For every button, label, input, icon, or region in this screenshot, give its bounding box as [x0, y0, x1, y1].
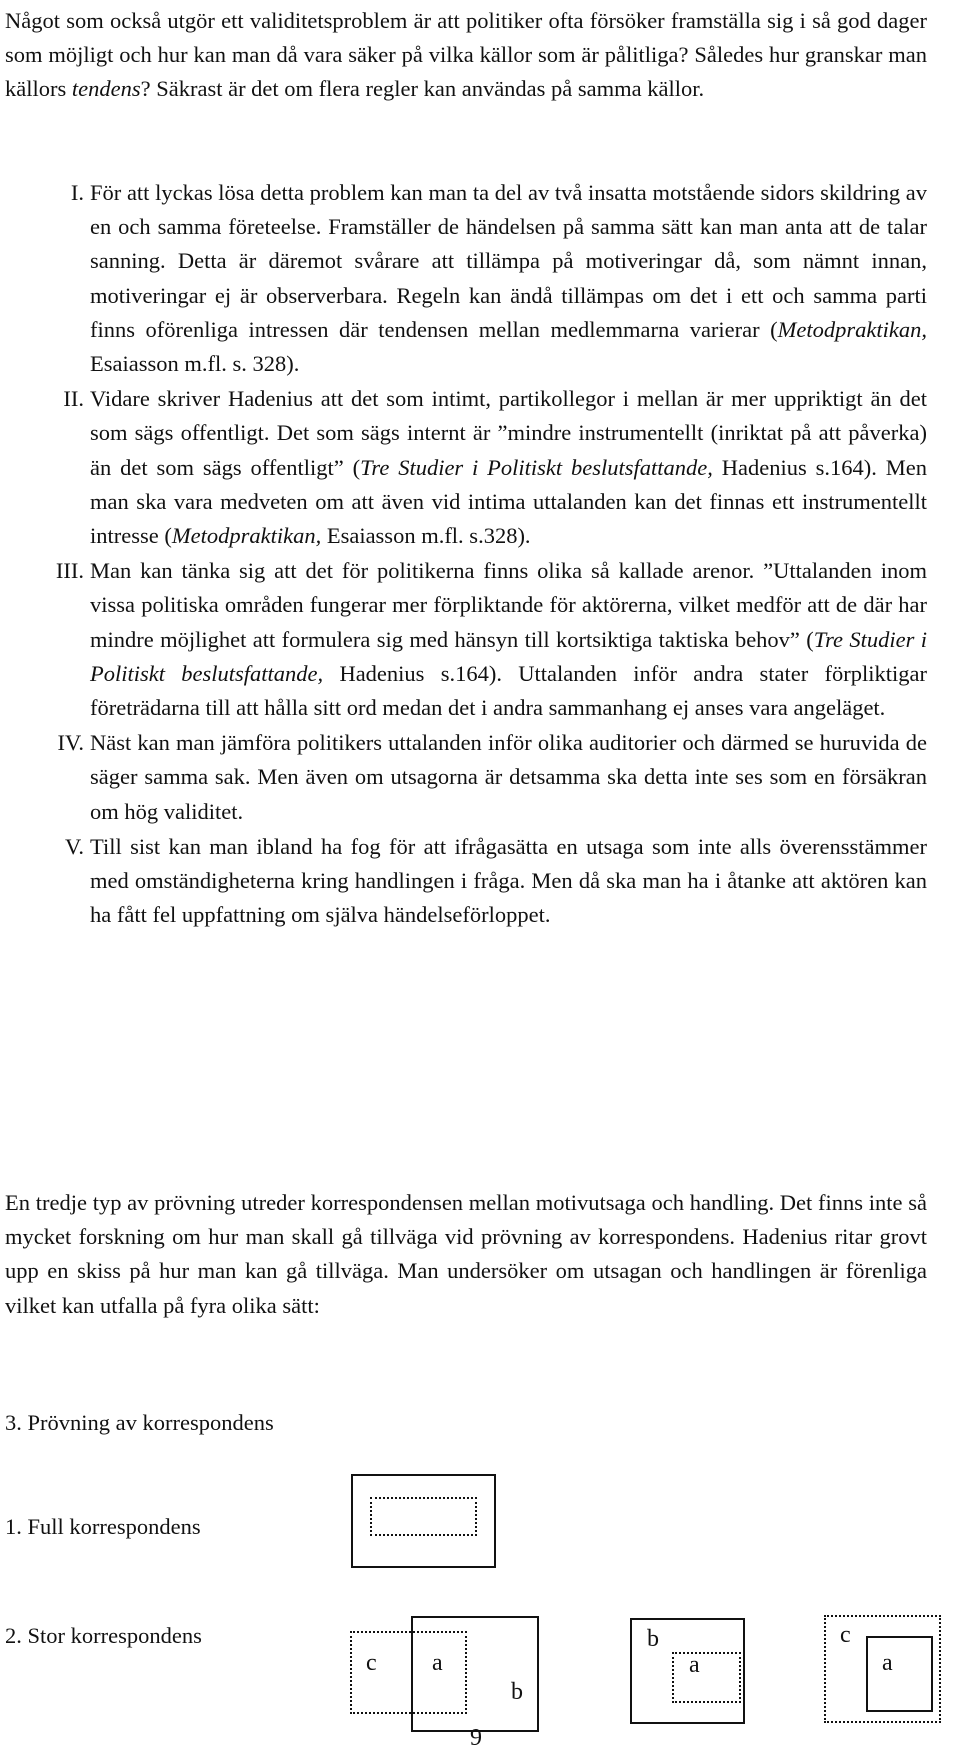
label-stor-korrespondens: 2. Stor korrespondens [5, 1623, 202, 1648]
intro-paragraph: Något som också utgör ett validitetsproblem är att politiker ofta försöker framställa sig i så god dager som möjligt och hur kan man då vara säker på vilka källor som är pålitliga? Således hur granskar man källors tendens? Säkrast är det om flera regler kan användas på samma källor. [5, 8, 927, 102]
list-item [0, 176, 960, 381]
list-item [0, 382, 960, 553]
rules-list [0, 176, 960, 932]
list-number: I. [70, 180, 84, 205]
diagram2-letter-a: a [689, 1652, 700, 1678]
list-item [0, 554, 960, 725]
list-text: Näst kan man jämföra politikers uttalanden inför olika auditorier och därmed se huruvida de säger samma sak. Men även om utsagorna är detsamma ska detta inte ses som en försäkran om hög validitet. [90, 730, 927, 824]
diagram3-letter-c: c [840, 1622, 851, 1648]
section-heading: 3. Prövning av korrespondens [5, 1410, 274, 1435]
diagram3-inner-box [866, 1636, 933, 1712]
list-text: För att lyckas lösa detta problem kan man ta del av två insatta motstående sidors skildring av en och samma företeelse. Framställer de händelsen på samma sätt kan man anta att de talar sanning. Detta är däremot svårare att tillämpa på motiveringar då, som nämnt innan, motiveringar ej är observerbara. Regeln kan ändå tillämpas om det i ett och samma parti finns oförenliga intressen där tendensen mellan medlemmarna varierar (Metodpraktikan, Esaiasson m.fl. s. 328). [90, 180, 927, 377]
label-full-korrespondens: 1. Full korrespondens [5, 1514, 201, 1539]
diagram1-letter-a: a [432, 1650, 443, 1676]
diagram1-letter-b: b [511, 1679, 523, 1705]
diagram2-inner-box [672, 1652, 741, 1703]
diagram2-letter-b: b [647, 1626, 659, 1652]
list-item [0, 726, 960, 829]
list-text: Vidare skriver Hadenius att det som intimt, partikollegor i mellan är mer uppriktigt än det som sägs offentligt. Det som sägs internt är ”mindre instrumentellt (inriktat på att påverka) än det som sägs offentligt” (Tre Studier i Politiskt beslutsfattande, Hadenius s.164). Men man ska vara medveten om att även vid intima uttalanden kan det finnas ett instrumentellt intresse (Metodpraktikan, Esaiasson m.fl. s.328). [90, 386, 927, 549]
list-number: III. [55, 558, 84, 584]
diagram1-solid-box [411, 1616, 539, 1732]
list-number: V. [65, 833, 84, 859]
full-correspondence-inner-box [370, 1497, 477, 1536]
diagram1-letter-c: c [366, 1650, 377, 1676]
list-number: IV. [57, 730, 84, 756]
page-number: 9 [470, 1725, 482, 1751]
list-text: Till sist kan man ibland ha fog för att ifrågasätta en utsaga som inte alls överensstämmer med omständigheterna kring handlingen i fråga. Men då ska man ha i åtanke att aktören kan ha fått fel uppfattning om själva händelseförloppet. [90, 833, 927, 928]
diagram3-letter-a: a [882, 1650, 893, 1676]
correspondence-paragraph: En tredje typ av prövning utreder korrespondensen mellan motivutsaga och handling. Det finns inte så mycket forskning om hur man skall gå tillväga vid prövning av korrespondens. Hadenius ritar grovt upp en skiss på hur man kan gå tillväga. Man undersöker om utsagan och handlingen är förenliga vilket kan utfalla på fyra olika sätt: [5, 1190, 927, 1318]
list-number: II. [63, 386, 84, 412]
list-item [0, 830, 960, 933]
list-text: Man kan tänka sig att det för politikerna finns olika så kallade arenor. ”Uttalanden inom vissa politiska områden fungerar mer förpliktande för aktörerna, vilket medför att de där har mindre möjlighet att formulera sig med hänsyn till kortsiktiga taktiska behov” (Tre Studier i Politiskt beslutsfattande, Hadenius s.164). Uttalanden inför andra stater förpliktigar företrädarna till att hålla sitt ord medan det i andra sammanhang ej anses vara angeläget. [90, 558, 928, 721]
